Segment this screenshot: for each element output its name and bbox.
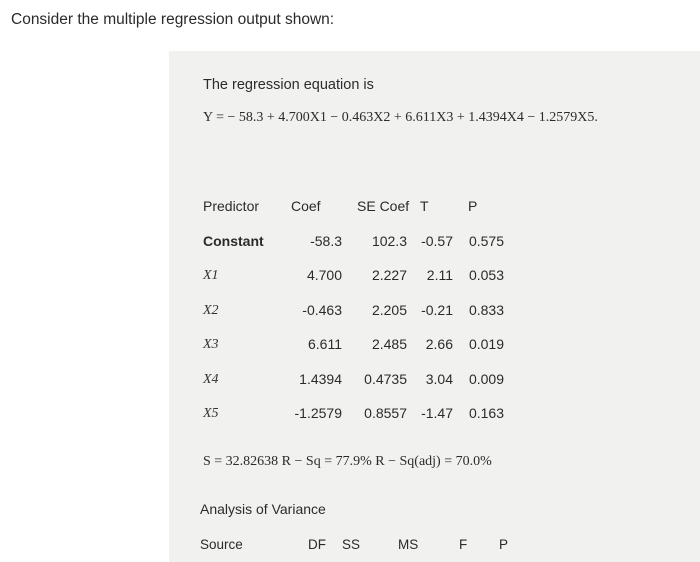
header-predictor: Predictor <box>203 198 260 214</box>
anova-header-source: Source <box>200 537 243 552</box>
coef-x5: -1.2579 <box>294 405 342 421</box>
predictor-x5: X5 <box>203 406 219 421</box>
anova-header-ms: MS <box>398 537 419 552</box>
coef-x4: 1.4394 <box>299 371 342 387</box>
equation-intro: The regression equation is <box>203 77 374 93</box>
anova-header-p: P <box>499 537 509 552</box>
p-x3: 0.019 <box>468 336 504 352</box>
se-x2: 2.205 <box>371 302 407 318</box>
predictor-constant: Constant <box>203 233 264 249</box>
p-constant: 0.575 <box>468 233 504 249</box>
predictor-x3: X3 <box>203 337 219 352</box>
header-p: P <box>468 198 478 214</box>
t-constant: -0.57 <box>421 233 453 249</box>
p-x4: 0.009 <box>468 371 504 387</box>
predictor-x4: X4 <box>203 372 219 387</box>
header-t: T <box>420 198 429 214</box>
p-x1: 0.053 <box>468 267 504 283</box>
predictor-x2: X2 <box>203 303 219 318</box>
t-x2: -0.21 <box>421 302 453 318</box>
p-x2: 0.833 <box>468 302 504 318</box>
anova-title: Analysis of Variance <box>200 501 326 517</box>
anova-header-ss: SS <box>342 537 361 552</box>
regression-equation: Y = − 58.3 + 4.700X1 − 0.463X2 + 6.611X3 + 1.4394X4 − 1.2579X5. <box>203 110 598 125</box>
coef-constant: -58.3 <box>310 233 342 249</box>
se-x4: 0.4735 <box>364 371 407 387</box>
t-x4: 3.04 <box>425 371 453 387</box>
model-summary: S = 32.82638 R − Sq = 77.9% R − Sq(adj) = 70.0% <box>203 454 492 469</box>
coef-x3: 6.611 <box>308 336 342 352</box>
coef-x2: -0.463 <box>302 302 342 318</box>
se-x3: 2.485 <box>371 336 407 352</box>
p-x5: 0.163 <box>468 405 504 421</box>
t-x3: 2.66 <box>425 336 453 352</box>
question-text: Consider the multiple regression output shown: <box>11 11 335 28</box>
se-constant: 102.3 <box>371 233 407 249</box>
anova-header-f: F <box>459 537 468 552</box>
t-x1: 2.11 <box>426 267 453 283</box>
predictor-x1: X1 <box>203 268 219 283</box>
header-coef: Coef <box>291 198 321 214</box>
header-se-coef: SE Coef <box>357 198 410 214</box>
se-x1: 2.227 <box>371 267 407 283</box>
se-x5: 0.8557 <box>364 405 407 421</box>
anova-header-df: DF <box>308 537 326 552</box>
t-x5: -1.47 <box>421 405 453 421</box>
coef-x1: 4.700 <box>306 267 342 283</box>
